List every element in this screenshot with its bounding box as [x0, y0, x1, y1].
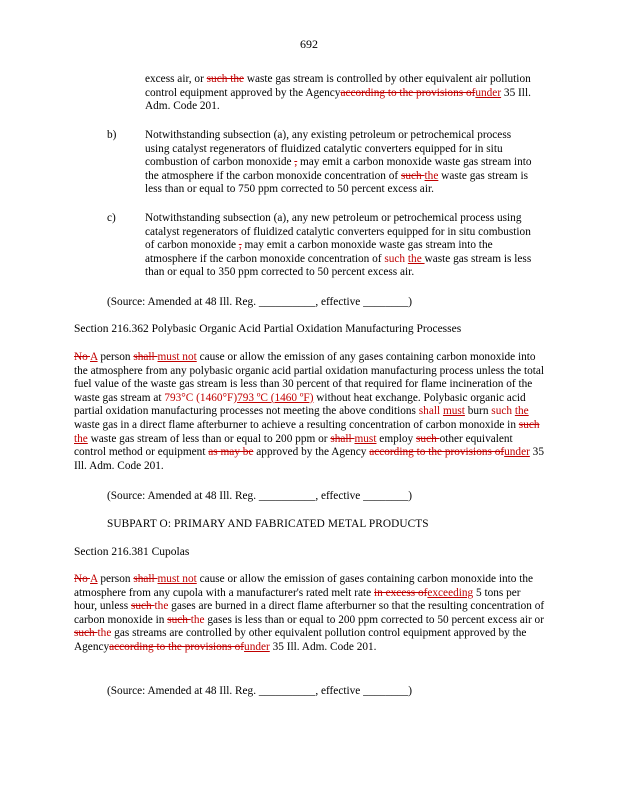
- text: waste gas stream is less than or equal to 350 ppm corrected to 50 percent excess air.: [145, 252, 532, 279]
- paragraph-a-continuation: [145, 73, 537, 114]
- inserted-text: must not: [157, 573, 197, 585]
- text: may emit a carbon monoxide waste gas stream into the atmosphere if the carbon monoxide concentration of: [145, 239, 493, 265]
- changed-text: the: [97, 627, 112, 640]
- text: without heat exchange. Polybasic organic acid partial oxidation manufacturing processes not meeting the above conditions: [74, 391, 526, 418]
- changed-text: such: [384, 252, 408, 265]
- text: waste gas stream is less than or equal to 750 ppm corrected to 50 percent excess air.: [145, 169, 529, 196]
- text: 35 Ill. Adm. Code 201.: [269, 640, 377, 653]
- text: waste gas stream is controlled by other equivalent air pollution control equipment approved by the Agency: [145, 73, 531, 99]
- text: burn: [464, 405, 492, 418]
- deleted-text: in excess of: [374, 586, 428, 599]
- deleted-text: such: [74, 627, 98, 640]
- text: cause or allow the emission of gases containing carbon monoxide into the atmosphere from any cupola with a manufacturer's rated melt rate: [74, 573, 534, 599]
- changed-text: the: [154, 600, 169, 613]
- deleted-text: such: [416, 432, 440, 445]
- inserted-text: A: [90, 351, 98, 363]
- text: Notwithstanding subsection (a), any existing petroleum or petrochemical process using catalyst regenerators of fluidized catalytic converters equipped for in situ combustion of carbon monoxide: [145, 129, 512, 169]
- deleted-text: such: [130, 600, 155, 613]
- paragraph-b-label: b): [107, 129, 117, 141]
- deleted-text: No: [74, 573, 91, 585]
- section-381-body: [74, 573, 546, 655]
- inserted-text: exceeding: [427, 586, 474, 599]
- changed-text: such: [491, 405, 515, 418]
- text: waste gas stream of less than or equal to 200 ppm or: [87, 432, 331, 445]
- deleted-text: shall: [133, 351, 158, 363]
- text: waste gas in a direct flame afterburner to achieve a resulting concentration of carbon monoxide in: [74, 418, 519, 431]
- text: other equivalent control method or equipment: [74, 432, 513, 459]
- source-note: (Source: Amended at 48 Ill. Reg. __________, effective ________): [107, 296, 413, 308]
- changed-text: 793°C (1460°F): [164, 391, 238, 404]
- deleted-text: ,: [294, 156, 298, 169]
- deleted-text: shall: [133, 573, 158, 585]
- text: may emit a carbon monoxide waste gas stream into the atmosphere if the carbon monoxide concentration of: [145, 156, 532, 182]
- inserted-text: under: [504, 446, 530, 459]
- inserted-text: must not: [157, 351, 197, 363]
- changed-text: the: [190, 613, 205, 626]
- text: person: [97, 351, 134, 363]
- deleted-text: according to the provisions of: [109, 640, 245, 653]
- text: Notwithstanding subsection (a), any new petroleum or petrochemical process using catalyst regenerators of fluidized catalytic converters equipped for in situ combustion of carbon monoxide: [145, 212, 531, 252]
- deleted-text: such the: [206, 73, 244, 85]
- text: gases is less than or equal to 200 ppm corrected to 50 percent excess air or: [204, 613, 544, 626]
- text: cause or allow the emission of any gases containing carbon monoxide into the atmosphere from any polybasic organic acid partial oxidation manufacturing process unless the total fuel value of the waste gas stream is less than 30 percent of that required for flame incineration of the waste gas stream at: [74, 351, 545, 404]
- inserted-text: the: [74, 432, 88, 445]
- text: gas streams are controlled by other equivalent pollution control equipment approved by the Agency: [74, 627, 527, 653]
- text: 35 Ill. Adm. Code 201.: [74, 446, 544, 472]
- inserted-text: the: [407, 252, 425, 265]
- inserted-text: the: [424, 169, 439, 182]
- source-note: (Source: Amended at 48 Ill. Reg. __________, effective ________): [107, 490, 413, 502]
- deleted-text: shall: [330, 432, 355, 445]
- deleted-text: according to the provisions of: [369, 446, 505, 459]
- section-heading: Section 216.381 Cupolas: [74, 546, 190, 558]
- inserted-text: under: [244, 640, 270, 653]
- page-number: 692: [300, 37, 318, 51]
- inserted-text: 793 ºC (1460 ºF): [237, 391, 314, 404]
- section-362-body: [74, 351, 546, 473]
- inserted-text: A: [90, 573, 98, 585]
- section-heading: Section 216.362 Polybasic Organic Acid Partial Oxidation Manufacturing Processes: [74, 323, 462, 335]
- paragraph-b: [145, 129, 537, 197]
- text: person: [97, 573, 134, 585]
- deleted-text: No: [74, 351, 91, 363]
- text: 35 Ill. Adm. Code 201.: [145, 86, 531, 113]
- deleted-text: such: [518, 418, 540, 431]
- deleted-text: such: [167, 613, 191, 626]
- text: approved by the Agency: [253, 446, 370, 459]
- source-note: (Source: Amended at 48 Ill. Reg. __________, effective ________): [107, 685, 413, 697]
- paragraph-c: [145, 212, 537, 280]
- subpart-heading: SUBPART O: PRIMARY AND FABRICATED METAL PRODUCTS: [107, 518, 429, 530]
- inserted-text: under: [475, 86, 502, 99]
- text: excess air, or: [145, 73, 207, 85]
- inserted-text: must: [354, 432, 377, 445]
- deleted-text: such: [400, 169, 425, 182]
- text: 5 tons per hour, unless: [74, 586, 521, 613]
- inserted-text: the: [514, 405, 529, 418]
- deleted-text: according to the provisions of: [340, 86, 476, 99]
- inserted-text: must: [442, 405, 465, 418]
- paragraph-c-label: c): [107, 212, 116, 224]
- text: gases are burned in a direct flame afterburner so that the resulting concentration of carbon monoxide in: [74, 600, 545, 626]
- changed-text: shall: [418, 405, 443, 418]
- deleted-text: as may be: [208, 446, 254, 459]
- deleted-text: ,: [238, 239, 242, 252]
- text: employ: [376, 432, 417, 445]
